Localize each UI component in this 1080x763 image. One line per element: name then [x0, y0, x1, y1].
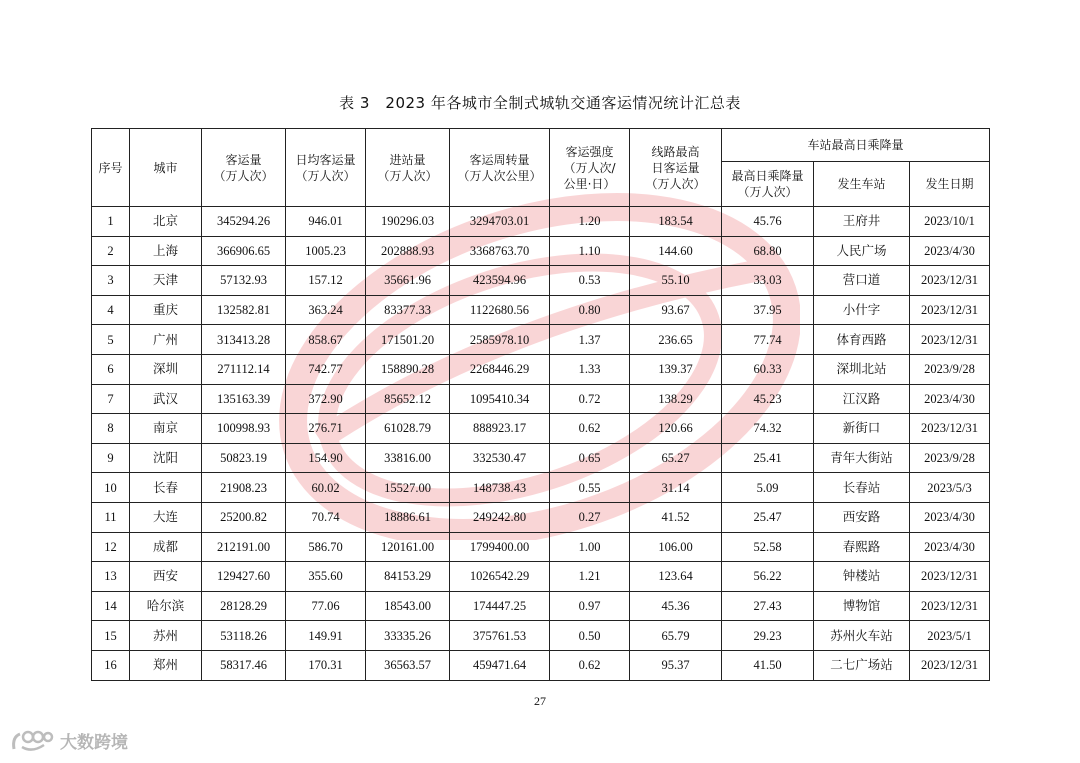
cell-daily-volume: 157.12: [286, 266, 366, 296]
cell-city: 郑州: [130, 650, 202, 680]
cell-no: 12: [92, 532, 130, 562]
cell-station-name: 西安路: [814, 502, 910, 532]
cell-entries: 33335.26: [366, 621, 450, 651]
cell-volume: 58317.46: [202, 650, 286, 680]
table-row: [92, 354, 990, 384]
cell-entries: 61028.79: [366, 414, 450, 444]
cell-station-date: 2023/12/31: [910, 650, 990, 680]
cell-line-max: 183.54: [630, 207, 722, 237]
cell-daily-volume: 170.31: [286, 650, 366, 680]
cell-entries: 202888.93: [366, 236, 450, 266]
cell-turnover: 249242.80: [450, 502, 550, 532]
header-daily-volume: 日均客运量 （万人次）: [286, 129, 366, 207]
cell-volume: 345294.26: [202, 207, 286, 237]
cell-intensity: 0.62: [550, 650, 630, 680]
cell-line-max: 93.67: [630, 295, 722, 325]
cell-station-max: 45.23: [722, 384, 814, 414]
table-row: [92, 591, 990, 621]
cell-volume: 135163.39: [202, 384, 286, 414]
cell-turnover: 174447.25: [450, 591, 550, 621]
brand-name: 大数跨境: [60, 733, 128, 753]
cell-turnover: 1799400.00: [450, 532, 550, 562]
table-row: [92, 266, 990, 296]
cell-station-date: 2023/12/31: [910, 414, 990, 444]
cell-turnover: 3368763.70: [450, 236, 550, 266]
cell-entries: 18543.00: [366, 591, 450, 621]
cell-line-max: 144.60: [630, 236, 722, 266]
table-row: [92, 650, 990, 680]
cell-city: 沈阳: [130, 443, 202, 473]
table-body: [92, 207, 990, 681]
cell-daily-volume: 60.02: [286, 473, 366, 503]
cell-no: 13: [92, 562, 130, 592]
cell-station-date: 2023/4/30: [910, 384, 990, 414]
table-row: [92, 532, 990, 562]
cell-station-name: 钟楼站: [814, 562, 910, 592]
header-no: 序号: [92, 129, 130, 207]
cell-no: 4: [92, 295, 130, 325]
cell-intensity: 0.55: [550, 473, 630, 503]
cell-city: 深圳: [130, 354, 202, 384]
cell-station-date: 2023/4/30: [910, 502, 990, 532]
cell-volume: 366906.65: [202, 236, 286, 266]
cell-station-max: 56.22: [722, 562, 814, 592]
cell-city: 南京: [130, 414, 202, 444]
cell-intensity: 1.00: [550, 532, 630, 562]
cell-entries: 85652.12: [366, 384, 450, 414]
cell-daily-volume: 355.60: [286, 562, 366, 592]
cell-no: 6: [92, 354, 130, 384]
cell-volume: 21908.23: [202, 473, 286, 503]
cell-intensity: 0.97: [550, 591, 630, 621]
cell-station-name: 王府井: [814, 207, 910, 237]
cell-station-date: 2023/4/30: [910, 236, 990, 266]
header-intensity: 客运强度 （万人次/ 公里·日）: [550, 129, 630, 207]
cell-city: 西安: [130, 562, 202, 592]
cell-station-max: 25.41: [722, 443, 814, 473]
cell-station-max: 52.58: [722, 532, 814, 562]
cell-volume: 129427.60: [202, 562, 286, 592]
cell-city: 重庆: [130, 295, 202, 325]
cell-line-max: 65.27: [630, 443, 722, 473]
cell-no: 16: [92, 650, 130, 680]
cell-entries: 171501.20: [366, 325, 450, 355]
cell-station-date: 2023/9/28: [910, 354, 990, 384]
cell-no: 5: [92, 325, 130, 355]
cell-turnover: 375761.53: [450, 621, 550, 651]
cell-line-max: 41.52: [630, 502, 722, 532]
cell-intensity: 0.65: [550, 443, 630, 473]
table-row: [92, 473, 990, 503]
cell-city: 上海: [130, 236, 202, 266]
table-title: 表 3 2023 年各城市全制式城轨交通客运情况统计汇总表: [339, 94, 741, 112]
cell-station-max: 60.33: [722, 354, 814, 384]
cell-entries: 35661.96: [366, 266, 450, 296]
cell-intensity: 0.50: [550, 621, 630, 651]
cell-line-max: 138.29: [630, 384, 722, 414]
cell-daily-volume: 858.67: [286, 325, 366, 355]
cell-station-name: 江汉路: [814, 384, 910, 414]
cell-city: 广州: [130, 325, 202, 355]
cell-station-name: 营口道: [814, 266, 910, 296]
cell-entries: 15527.00: [366, 473, 450, 503]
cell-station-max: 45.76: [722, 207, 814, 237]
cell-station-date: 2023/12/31: [910, 325, 990, 355]
cell-station-date: 2023/9/28: [910, 443, 990, 473]
header-city: 城市: [130, 129, 202, 207]
cell-intensity: 1.21: [550, 562, 630, 592]
cell-station-date: 2023/5/1: [910, 621, 990, 651]
cell-entries: 18886.61: [366, 502, 450, 532]
cell-line-max: 95.37: [630, 650, 722, 680]
table-row: [92, 384, 990, 414]
cell-daily-volume: 149.91: [286, 621, 366, 651]
cell-station-date: 2023/12/31: [910, 562, 990, 592]
cell-no: 2: [92, 236, 130, 266]
cell-intensity: 0.53: [550, 266, 630, 296]
cell-intensity: 0.72: [550, 384, 630, 414]
cell-line-max: 65.79: [630, 621, 722, 651]
cell-station-max: 77.74: [722, 325, 814, 355]
cell-station-name: 博物馆: [814, 591, 910, 621]
cell-turnover: 2585978.10: [450, 325, 550, 355]
table-row: [92, 295, 990, 325]
cell-station-max: 37.95: [722, 295, 814, 325]
cell-entries: 83377.33: [366, 295, 450, 325]
cell-turnover: 2268446.29: [450, 354, 550, 384]
cell-entries: 190296.03: [366, 207, 450, 237]
header-station-name: 发生车站: [814, 162, 910, 207]
cell-station-name: 深圳北站: [814, 354, 910, 384]
cell-daily-volume: 154.90: [286, 443, 366, 473]
table-row: [92, 562, 990, 592]
brand-icon: [10, 729, 54, 753]
cell-turnover: 332530.47: [450, 443, 550, 473]
table-row: [92, 502, 990, 532]
cell-line-max: 120.66: [630, 414, 722, 444]
table-row: [92, 236, 990, 266]
cell-city: 长春: [130, 473, 202, 503]
table-row: [92, 207, 990, 237]
cell-station-date: 2023/10/1: [910, 207, 990, 237]
cell-intensity: 0.62: [550, 414, 630, 444]
header-entries: 进站量 （万人次）: [366, 129, 450, 207]
ridership-table: [91, 128, 990, 681]
table-row: [92, 325, 990, 355]
cell-no: 3: [92, 266, 130, 296]
cell-no: 1: [92, 207, 130, 237]
cell-daily-volume: 586.70: [286, 532, 366, 562]
cell-city: 苏州: [130, 621, 202, 651]
cell-volume: 271112.14: [202, 354, 286, 384]
header-turnover: 客运周转量 （万人次公里）: [450, 129, 550, 207]
cell-entries: 158890.28: [366, 354, 450, 384]
cell-intensity: 0.80: [550, 295, 630, 325]
cell-line-max: 31.14: [630, 473, 722, 503]
cell-city: 成都: [130, 532, 202, 562]
cell-daily-volume: 946.01: [286, 207, 366, 237]
cell-line-max: 236.65: [630, 325, 722, 355]
cell-city: 天津: [130, 266, 202, 296]
cell-daily-volume: 363.24: [286, 295, 366, 325]
cell-turnover: 1095410.34: [450, 384, 550, 414]
cell-station-name: 新街口: [814, 414, 910, 444]
brand-logo: [10, 728, 128, 753]
cell-no: 9: [92, 443, 130, 473]
cell-station-max: 25.47: [722, 502, 814, 532]
cell-intensity: 1.20: [550, 207, 630, 237]
cell-intensity: 1.37: [550, 325, 630, 355]
cell-intensity: 1.10: [550, 236, 630, 266]
cell-volume: 53118.26: [202, 621, 286, 651]
cell-city: 哈尔滨: [130, 591, 202, 621]
cell-turnover: 423594.96: [450, 266, 550, 296]
cell-station-max: 29.23: [722, 621, 814, 651]
cell-turnover: 888923.17: [450, 414, 550, 444]
cell-station-name: 长春站: [814, 473, 910, 503]
cell-no: 14: [92, 591, 130, 621]
cell-turnover: 1026542.29: [450, 562, 550, 592]
cell-turnover: 1122680.56: [450, 295, 550, 325]
cell-volume: 50823.19: [202, 443, 286, 473]
cell-daily-volume: 372.90: [286, 384, 366, 414]
cell-city: 大连: [130, 502, 202, 532]
cell-station-max: 5.09: [722, 473, 814, 503]
cell-city: 北京: [130, 207, 202, 237]
cell-no: 11: [92, 502, 130, 532]
cell-station-date: 2023/12/31: [910, 295, 990, 325]
cell-no: 10: [92, 473, 130, 503]
header-station-group: 车站最高日乘降量: [722, 129, 990, 162]
cell-entries: 36563.57: [366, 650, 450, 680]
cell-station-max: 33.03: [722, 266, 814, 296]
table-row: [92, 621, 990, 651]
cell-volume: 28128.29: [202, 591, 286, 621]
header-station-date: 发生日期: [910, 162, 990, 207]
cell-station-max: 41.50: [722, 650, 814, 680]
table-row: [92, 414, 990, 444]
cell-entries: 120161.00: [366, 532, 450, 562]
header-volume: 客运量 （万人次）: [202, 129, 286, 207]
cell-volume: 25200.82: [202, 502, 286, 532]
cell-turnover: 148738.43: [450, 473, 550, 503]
cell-station-max: 27.43: [722, 591, 814, 621]
cell-station-name: 青年大街站: [814, 443, 910, 473]
cell-station-name: 春熙路: [814, 532, 910, 562]
cell-line-max: 45.36: [630, 591, 722, 621]
cell-station-date: 2023/5/3: [910, 473, 990, 503]
cell-line-max: 55.10: [630, 266, 722, 296]
cell-entries: 33816.00: [366, 443, 450, 473]
cell-line-max: 139.37: [630, 354, 722, 384]
cell-daily-volume: 276.71: [286, 414, 366, 444]
header-line-max: 线路最高 日客运量 （万人次）: [630, 129, 722, 207]
cell-daily-volume: 742.77: [286, 354, 366, 384]
cell-no: 8: [92, 414, 130, 444]
cell-station-name: 苏州火车站: [814, 621, 910, 651]
cell-station-max: 68.80: [722, 236, 814, 266]
cell-entries: 84153.29: [366, 562, 450, 592]
cell-line-max: 106.00: [630, 532, 722, 562]
cell-station-name: 二七广场站: [814, 650, 910, 680]
cell-no: 7: [92, 384, 130, 414]
table-row: [92, 443, 990, 473]
cell-line-max: 123.64: [630, 562, 722, 592]
header-station-max: 最高日乘降量 （万人次）: [722, 162, 814, 207]
page-number: 27: [534, 694, 546, 708]
cell-turnover: 459471.64: [450, 650, 550, 680]
cell-volume: 132582.81: [202, 295, 286, 325]
cell-turnover: 3294703.01: [450, 207, 550, 237]
cell-daily-volume: 77.06: [286, 591, 366, 621]
cell-intensity: 0.27: [550, 502, 630, 532]
cell-station-name: 体育西路: [814, 325, 910, 355]
cell-daily-volume: 1005.23: [286, 236, 366, 266]
cell-station-name: 人民广场: [814, 236, 910, 266]
cell-station-date: 2023/12/31: [910, 266, 990, 296]
cell-intensity: 1.33: [550, 354, 630, 384]
cell-station-date: 2023/4/30: [910, 532, 990, 562]
cell-volume: 313413.28: [202, 325, 286, 355]
cell-daily-volume: 70.74: [286, 502, 366, 532]
cell-no: 15: [92, 621, 130, 651]
cell-station-name: 小什字: [814, 295, 910, 325]
cell-volume: 212191.00: [202, 532, 286, 562]
cell-city: 武汉: [130, 384, 202, 414]
cell-station-max: 74.32: [722, 414, 814, 444]
cell-volume: 57132.93: [202, 266, 286, 296]
cell-station-date: 2023/12/31: [910, 591, 990, 621]
cell-volume: 100998.93: [202, 414, 286, 444]
